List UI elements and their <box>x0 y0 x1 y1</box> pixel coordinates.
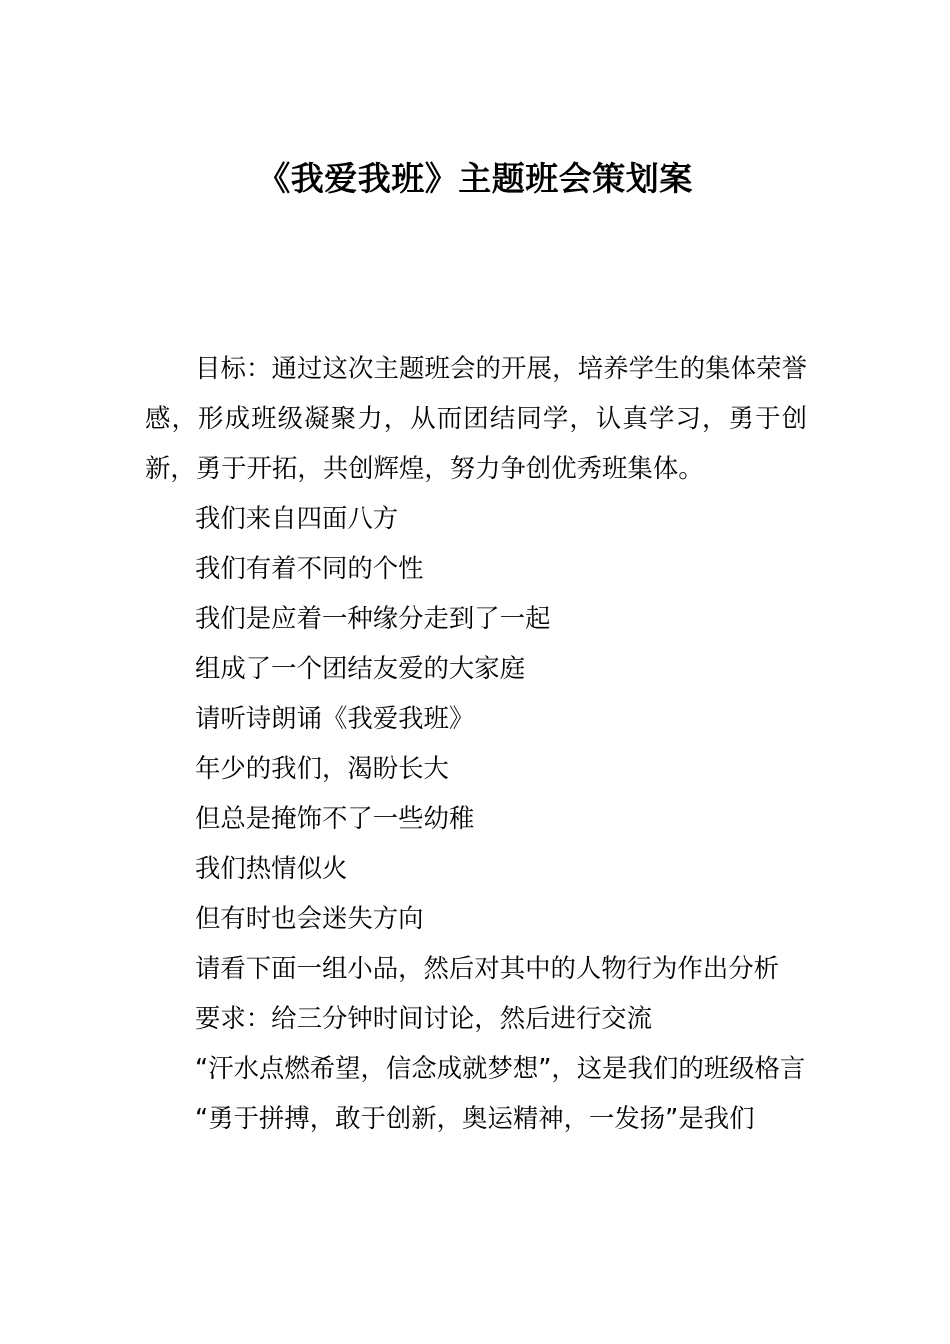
poem-line: 请听诗朗诵《我爱我班》 <box>195 703 475 733</box>
skit-instruction: 请看下面一组小品，然后对其中的人物行为作出分析 <box>195 953 779 983</box>
class-spirit-paragraph: “勇于拼搏，敢于创新，奥运精神，一发扬”是我们 <box>195 1103 755 1133</box>
poem-line: 组成了一个团结友爱的大家庭 <box>195 653 526 683</box>
document-title: 《我爱我班》主题班会策划案 <box>257 159 693 198</box>
poem-line: 我们来自四面八方 <box>195 503 399 533</box>
poem-line: 但总是掩饰不了一些幼稚 <box>195 803 475 833</box>
document-body <box>145 343 807 1143</box>
class-motto-paragraph: “汗水点燃希望，信念成就梦想”，这是我们的班级格言 <box>195 1053 806 1083</box>
poem-line: 我们热情似火 <box>195 853 348 883</box>
poem-line: 但有时也会迷失方向 <box>195 903 424 933</box>
goal-paragraph: 目标：通过这次主题班会的开展，培养学生的集体荣誉感，形成班级凝聚力，从而团结同学，认真学习，勇于创新，勇于开拓，共创辉煌，努力争创优秀班集体。 <box>145 353 807 483</box>
discussion-requirement: 要求：给三分钟时间讨论，然后进行交流 <box>195 1003 653 1033</box>
poem-line: 我们是应着一种缘分走到了一起 <box>195 603 551 633</box>
poem-line: 年少的我们，渴盼长大 <box>195 753 449 783</box>
poem-line: 我们有着不同的个性 <box>195 553 424 583</box>
